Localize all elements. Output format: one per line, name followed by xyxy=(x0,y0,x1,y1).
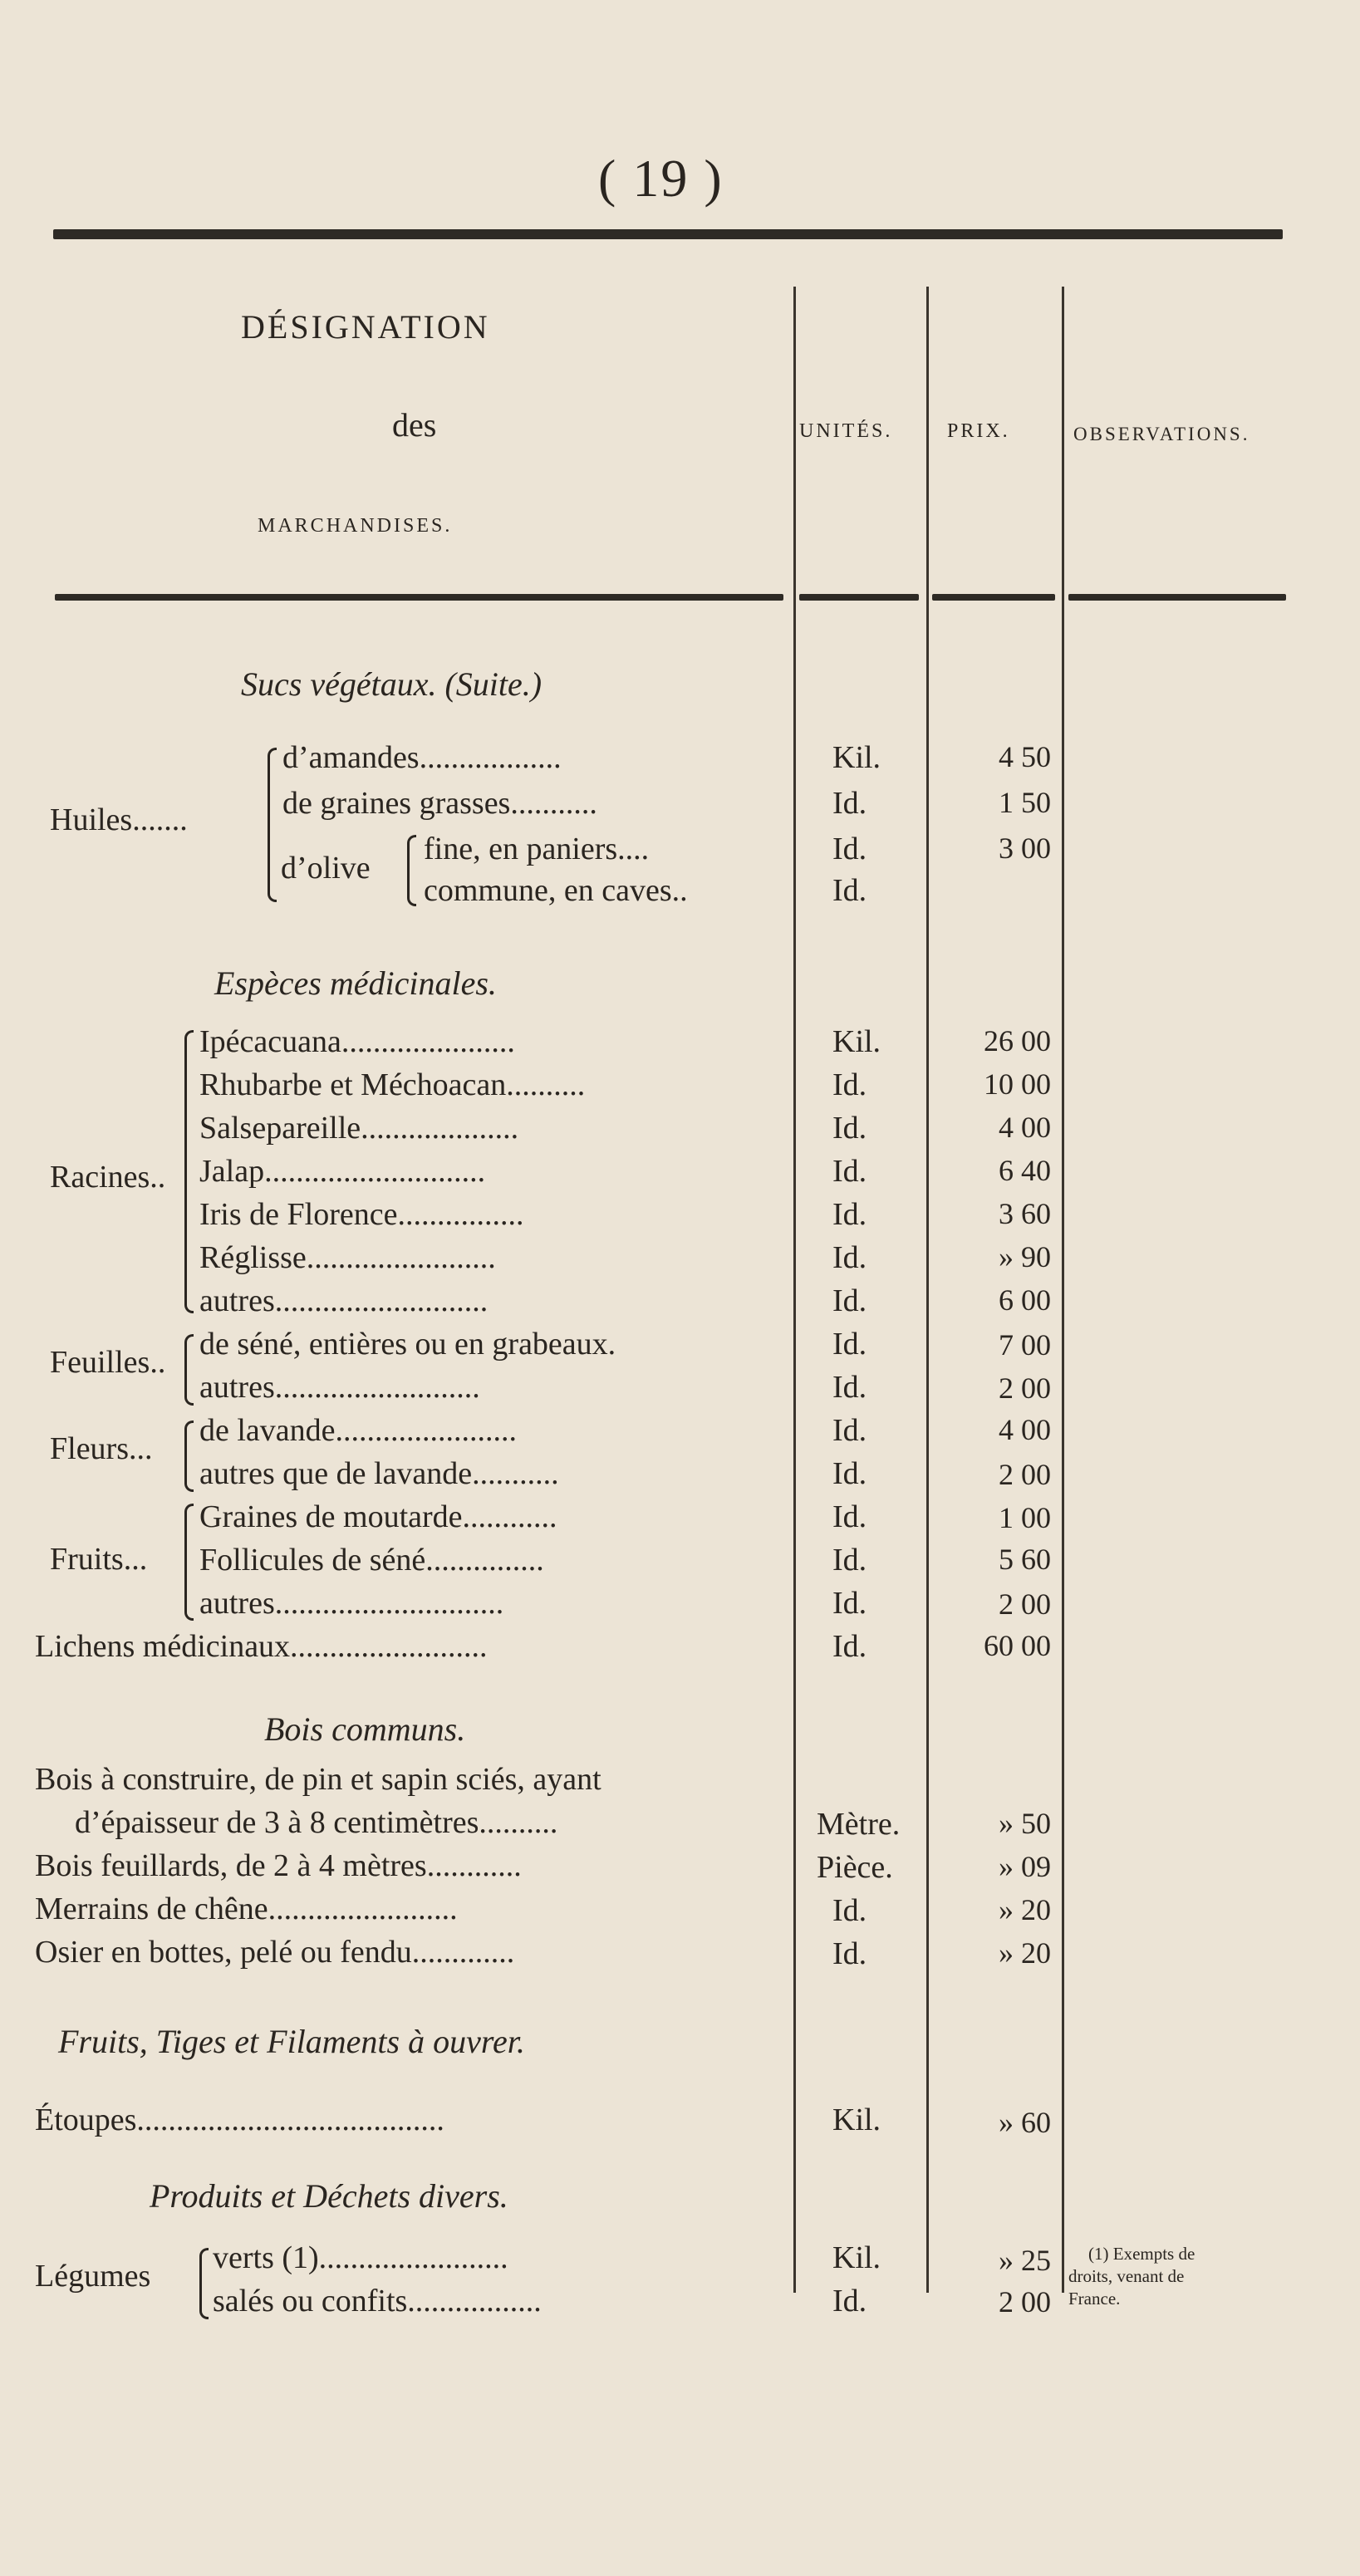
unit-amandes: Kil. xyxy=(832,740,881,775)
row-follicules-sene: Follicules de séné............... xyxy=(199,1543,544,1577)
unit-fruits-autres: Id. xyxy=(832,1586,867,1621)
unit-merrains: Id. xyxy=(832,1893,867,1928)
unit-follicules-sene: Id. xyxy=(832,1543,867,1577)
top-rule xyxy=(53,229,1283,239)
row-salsepareille: Salsepareille.................... xyxy=(199,1111,519,1146)
row-feuilles-autres: autres.......................... xyxy=(199,1370,480,1405)
price-feuilles-autres: 2 00 xyxy=(999,1371,1051,1405)
price-ipecacuana: 26 00 xyxy=(984,1024,1051,1057)
row-lavande: de lavande....................... xyxy=(199,1413,518,1448)
price-olive-fine: 3 00 xyxy=(999,832,1051,865)
section-especes-medicinales: Espèces médicinales. xyxy=(214,964,497,1002)
column-divider-observations xyxy=(1062,287,1064,2293)
row-lichens: Lichens médicinaux......................... xyxy=(35,1629,488,1664)
unit-iris-florence: Id. xyxy=(832,1197,867,1232)
price-salsepareille: 4 00 xyxy=(999,1111,1051,1144)
unit-osier: Id. xyxy=(832,1936,867,1971)
price-legumes-sales: 2 00 xyxy=(999,2285,1051,2318)
price-epaisseur: » 50 xyxy=(999,1807,1051,1840)
row-ipecacuana: Ipécacuana...................... xyxy=(199,1024,515,1059)
row-legumes-verts: verts (1)........................ xyxy=(213,2240,508,2275)
unit-lichens: Id. xyxy=(832,1629,867,1664)
header-rule-unites xyxy=(799,594,919,601)
price-graines-moutarde: 1 00 xyxy=(999,1501,1051,1534)
brace-dolive xyxy=(407,835,416,906)
brace-feuilles xyxy=(184,1334,194,1406)
group-label-fleurs: Fleurs... xyxy=(50,1431,153,1466)
row-sene-feuilles: de séné, entières ou en grabeaux. xyxy=(199,1327,616,1362)
row-iris-florence: Iris de Florence................ xyxy=(199,1197,524,1232)
price-etoupes: » 60 xyxy=(999,2106,1051,2139)
header-rule-designation xyxy=(55,594,783,601)
unit-olive-fine: Id. xyxy=(832,832,867,866)
section-produits-dechets: Produits et Déchets divers. xyxy=(150,2177,508,2215)
group-label-fruits: Fruits... xyxy=(50,1542,148,1577)
header-des: des xyxy=(392,406,437,444)
unit-legumes-sales: Id. xyxy=(832,2284,867,2318)
observation-note-line-1: (1) Exempts de xyxy=(1088,2244,1196,2264)
price-fruits-autres: 2 00 xyxy=(999,1587,1051,1621)
price-racines-autres: 6 00 xyxy=(999,1283,1051,1317)
section-bois-communs: Bois communs. xyxy=(264,1710,466,1748)
price-reglisse: » 90 xyxy=(999,1240,1051,1273)
unit-jalap: Id. xyxy=(832,1154,867,1189)
row-etoupes: Étoupes....................................... xyxy=(35,2103,444,2137)
row-autres-lavande: autres que de lavande........... xyxy=(199,1456,559,1491)
row-osier: Osier en bottes, pelé ou fendu............. xyxy=(35,1935,515,1970)
row-amandes: d’amandes.................. xyxy=(282,740,562,775)
observation-note-line-3: France. xyxy=(1068,2289,1121,2309)
section-sucs-vegetaux: Sucs végétaux. (Suite.) xyxy=(241,665,543,703)
price-merrains: » 20 xyxy=(999,1893,1051,1926)
observation-note-line-2: droits, venant de xyxy=(1068,2266,1185,2286)
row-racines-autres: autres........................... xyxy=(199,1283,489,1318)
price-jalap: 6 40 xyxy=(999,1154,1051,1187)
row-graines-moutarde: Graines de moutarde............ xyxy=(199,1499,557,1534)
price-rhubarbe: 10 00 xyxy=(984,1067,1051,1101)
header-rule-observations xyxy=(1068,594,1286,601)
unit-epaisseur: Mètre. xyxy=(817,1807,901,1842)
brace-fleurs xyxy=(184,1420,194,1492)
price-graines-grasses: 1 50 xyxy=(999,786,1051,819)
row-merrains: Merrains de chêne........................ xyxy=(35,1892,458,1926)
price-bois-feuillards: » 09 xyxy=(999,1850,1051,1883)
brace-fruits xyxy=(184,1504,194,1621)
row-graines-grasses: de graines grasses........... xyxy=(282,786,597,821)
row-rhubarbe: Rhubarbe et Méchoacan.......... xyxy=(199,1067,586,1102)
row-fruits-autres: autres............................. xyxy=(199,1586,504,1621)
header-rule-prix xyxy=(932,594,1055,601)
row-legumes-sales: salés ou confits................. xyxy=(213,2284,542,2318)
price-osier: » 20 xyxy=(999,1936,1051,1970)
unit-bois-feuillards: Pièce. xyxy=(817,1850,893,1885)
price-iris-florence: 3 60 xyxy=(999,1197,1051,1230)
header-unites: UNITÉS. xyxy=(799,420,893,442)
page-number: ( 19 ) xyxy=(598,149,724,208)
group-label-huiles: Huiles....... xyxy=(50,802,188,837)
section-fruits-tiges: Fruits, Tiges et Filaments à ouvrer. xyxy=(58,2023,525,2060)
unit-olive-commune: Id. xyxy=(832,873,867,908)
header-marchandises: MARCHANDISES. xyxy=(258,515,453,537)
header-observations: OBSERVATIONS. xyxy=(1073,424,1250,444)
column-divider-units xyxy=(793,287,796,2293)
row-olive-fine: fine, en paniers.... xyxy=(424,832,650,866)
unit-feuilles-autres: Id. xyxy=(832,1370,867,1405)
unit-ipecacuana: Kil. xyxy=(832,1024,881,1059)
row-bois-construire: Bois à construire, de pin et sapin sciés, ayant xyxy=(35,1762,601,1797)
brace-racines xyxy=(184,1030,194,1313)
price-legumes-verts: » 25 xyxy=(999,2244,1051,2277)
header-prix: PRIX. xyxy=(947,420,1010,442)
unit-lavande: Id. xyxy=(832,1413,867,1448)
row-bois-feuillards: Bois feuillards, de 2 à 4 mètres............ xyxy=(35,1848,522,1883)
unit-graines-grasses: Id. xyxy=(832,786,867,821)
unit-reglisse: Id. xyxy=(832,1240,867,1275)
price-sene-feuilles: 7 00 xyxy=(999,1328,1051,1362)
unit-rhubarbe: Id. xyxy=(832,1067,867,1102)
price-lichens: 60 00 xyxy=(984,1629,1051,1662)
group-label-racines: Racines.. xyxy=(50,1160,166,1195)
price-amandes: 4 50 xyxy=(999,740,1051,773)
unit-graines-moutarde: Id. xyxy=(832,1499,867,1534)
price-lavande: 4 00 xyxy=(999,1413,1051,1446)
unit-salsepareille: Id. xyxy=(832,1111,867,1146)
unit-etoupes: Kil. xyxy=(832,2103,881,2137)
group-label-legumes: Légumes xyxy=(35,2259,151,2294)
price-follicules-sene: 5 60 xyxy=(999,1543,1051,1576)
row-epaisseur: d’épaisseur de 3 à 8 centimètres.......... xyxy=(75,1805,558,1840)
row-olive-commune: commune, en caves.. xyxy=(424,873,688,908)
unit-racines-autres: Id. xyxy=(832,1283,867,1318)
unit-autres-lavande: Id. xyxy=(832,1456,867,1491)
row-reglisse: Réglisse........................ xyxy=(199,1240,496,1275)
brace-legumes xyxy=(199,2248,209,2319)
unit-sene-feuilles: Id. xyxy=(832,1327,867,1362)
price-autres-lavande: 2 00 xyxy=(999,1458,1051,1491)
row-jalap: Jalap............................ xyxy=(199,1154,486,1189)
header-designation: DÉSIGNATION xyxy=(241,308,490,346)
group-label-dolive: d’olive xyxy=(281,851,371,886)
group-label-feuilles: Feuilles.. xyxy=(50,1345,166,1380)
brace-huiles xyxy=(268,748,277,902)
unit-legumes-verts: Kil. xyxy=(832,2240,881,2275)
